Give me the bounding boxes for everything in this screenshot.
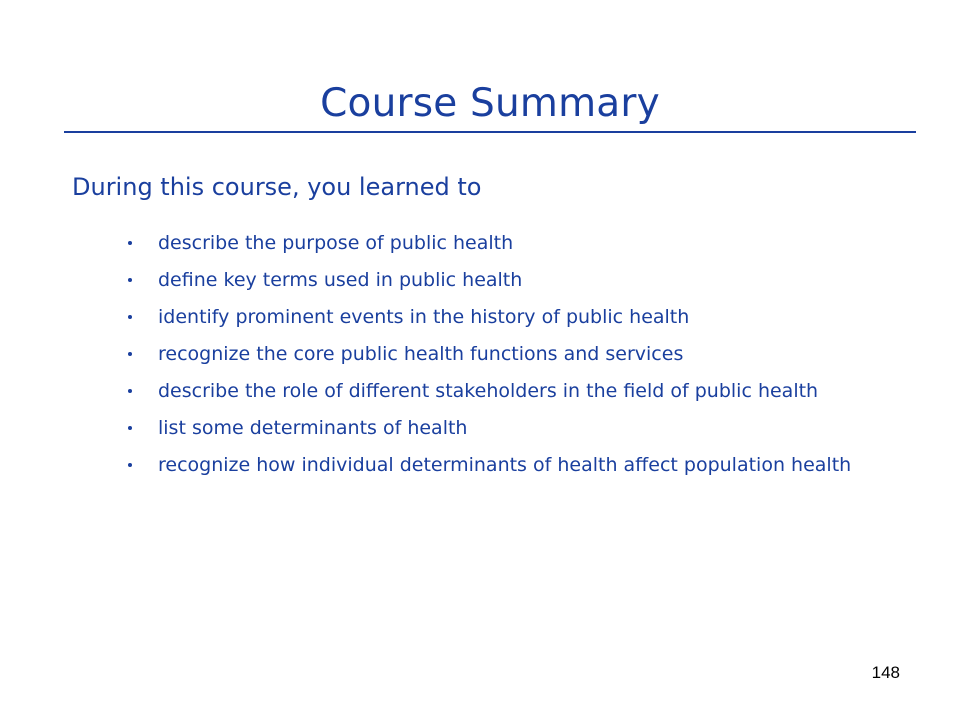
bullet-item xyxy=(128,417,888,440)
bullet-icon xyxy=(128,315,132,319)
bullet-text: identify prominent events in the history of public health xyxy=(158,306,690,328)
bullet-text: define key terms used in public health xyxy=(158,269,523,291)
bullet-icon xyxy=(128,241,132,245)
bullet-list xyxy=(128,232,888,491)
title-divider xyxy=(64,131,916,133)
bullet-text: recognize the core public health functions and services xyxy=(158,343,684,365)
bullet-icon xyxy=(128,278,132,282)
bullet-icon xyxy=(128,352,132,356)
bullet-text: describe the purpose of public health xyxy=(158,232,514,254)
bullet-text: describe the role of different stakeholders in the field of public health xyxy=(158,380,819,402)
page-number: 148 xyxy=(871,663,900,682)
bullet-item xyxy=(128,269,888,292)
bullet-text: list some determinants of health xyxy=(158,417,468,439)
bullet-icon xyxy=(128,463,132,467)
bullet-item xyxy=(128,343,888,366)
bullet-item xyxy=(128,306,888,329)
bullet-item xyxy=(128,232,888,255)
bullet-text: recognize how individual determinants of health affect population health xyxy=(158,454,852,476)
slide-title: Course Summary xyxy=(320,81,660,126)
bullet-item xyxy=(128,454,888,477)
bullet-icon xyxy=(128,389,132,393)
intro-text: During this course, you learned to xyxy=(72,173,482,201)
bullet-item xyxy=(128,380,888,403)
bullet-icon xyxy=(128,426,132,430)
